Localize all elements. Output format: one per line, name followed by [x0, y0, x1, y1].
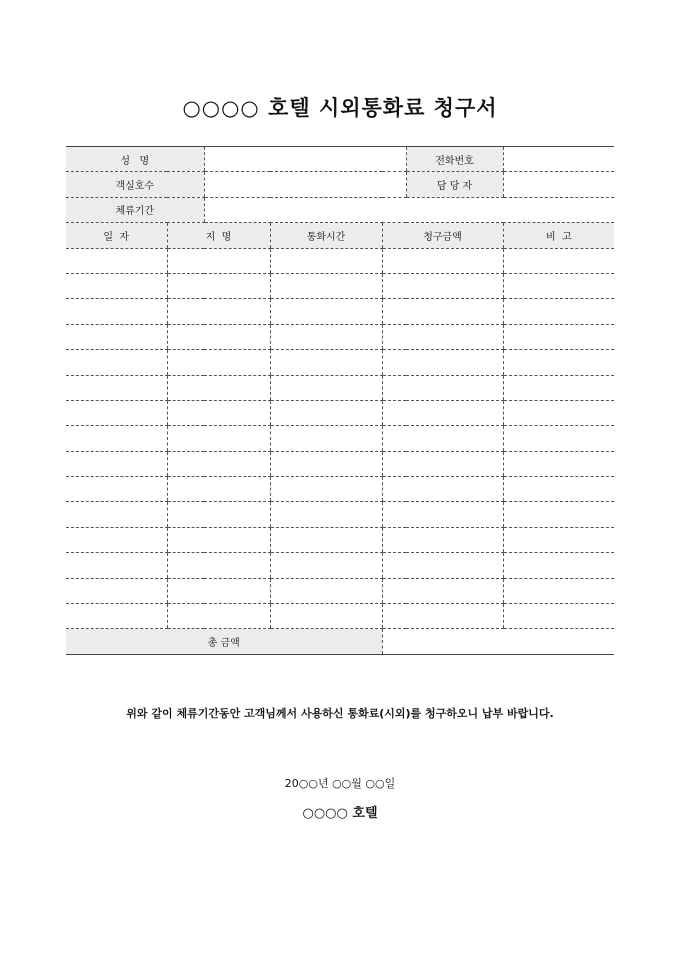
- cell-duration[interactable]: [270, 578, 382, 603]
- table-row: [66, 273, 614, 298]
- table-row: [66, 400, 614, 425]
- staff-value-field[interactable]: [503, 172, 614, 197]
- cell-note[interactable]: [503, 375, 614, 400]
- table-row: [66, 426, 614, 451]
- cell-date[interactable]: [66, 400, 167, 425]
- hotel-signature: ○○○○ 호텔: [302, 806, 378, 821]
- cell-amount[interactable]: [382, 477, 503, 502]
- cell-date[interactable]: [66, 578, 167, 603]
- cell-place[interactable]: [167, 527, 270, 552]
- cell-date[interactable]: [66, 502, 167, 527]
- cell-duration[interactable]: [270, 451, 382, 476]
- cell-duration[interactable]: [270, 273, 382, 298]
- cell-note[interactable]: [503, 273, 614, 298]
- phone-value-field[interactable]: [503, 147, 614, 172]
- table-row: [66, 527, 614, 552]
- cell-note[interactable]: [503, 324, 614, 349]
- cell-amount[interactable]: [382, 248, 503, 273]
- cell-duration[interactable]: [270, 426, 382, 451]
- cell-amount[interactable]: [382, 527, 503, 552]
- cell-date[interactable]: [66, 324, 167, 349]
- request-message: 위와 같이 체류기간동안 고객님께서 사용하신 통화료(시외)를 청구하오니 납부 바랍니다.: [126, 707, 554, 720]
- stay-value-field[interactable]: [204, 197, 614, 222]
- table-row: [66, 375, 614, 400]
- cell-place[interactable]: [167, 578, 270, 603]
- cell-amount[interactable]: [382, 578, 503, 603]
- cell-place[interactable]: [167, 400, 270, 425]
- staff-label: 담 당 자: [406, 172, 503, 197]
- cell-note[interactable]: [503, 248, 614, 273]
- cell-duration[interactable]: [270, 324, 382, 349]
- cell-place[interactable]: [167, 502, 270, 527]
- table-row: [66, 324, 614, 349]
- cell-place[interactable]: [167, 553, 270, 578]
- table-row: [66, 477, 614, 502]
- cell-place[interactable]: [167, 273, 270, 298]
- cell-date[interactable]: [66, 426, 167, 451]
- cell-duration[interactable]: [270, 604, 382, 629]
- col-date-header: 일 자: [66, 223, 167, 248]
- col-duration-header: 통화시간: [270, 223, 382, 248]
- cell-amount[interactable]: [382, 426, 503, 451]
- name-row: [66, 147, 614, 172]
- table-row: [66, 299, 614, 324]
- cell-duration[interactable]: [270, 477, 382, 502]
- cell-note[interactable]: [503, 350, 614, 375]
- cell-duration[interactable]: [270, 527, 382, 552]
- cell-date[interactable]: [66, 451, 167, 476]
- room-value-field[interactable]: [204, 172, 406, 197]
- cell-note[interactable]: [503, 553, 614, 578]
- cell-date[interactable]: [66, 604, 167, 629]
- stay-row: [66, 197, 614, 222]
- cell-note[interactable]: [503, 477, 614, 502]
- cell-amount[interactable]: [382, 400, 503, 425]
- total-label: 총 금액: [66, 629, 382, 654]
- cell-amount[interactable]: [382, 375, 503, 400]
- cell-place[interactable]: [167, 604, 270, 629]
- cell-date[interactable]: [66, 299, 167, 324]
- phone-label: 전화번호: [406, 147, 503, 172]
- table-row: [66, 578, 614, 603]
- cell-note[interactable]: [503, 604, 614, 629]
- cell-amount[interactable]: [382, 604, 503, 629]
- cell-note[interactable]: [503, 527, 614, 552]
- name-value-field[interactable]: [204, 147, 406, 172]
- cell-date[interactable]: [66, 477, 167, 502]
- cell-place[interactable]: [167, 426, 270, 451]
- cell-note[interactable]: [503, 451, 614, 476]
- cell-amount[interactable]: [382, 553, 503, 578]
- cell-note[interactable]: [503, 426, 614, 451]
- cell-amount[interactable]: [382, 350, 503, 375]
- cell-amount[interactable]: [382, 451, 503, 476]
- cell-note[interactable]: [503, 400, 614, 425]
- cell-date[interactable]: [66, 553, 167, 578]
- name-label: 성 명: [66, 147, 204, 172]
- cell-date[interactable]: [66, 248, 167, 273]
- table-row: [66, 451, 614, 476]
- cell-note[interactable]: [503, 502, 614, 527]
- table-row: [66, 553, 614, 578]
- cell-amount[interactable]: [382, 324, 503, 349]
- document-title: ○○○○ 호텔 시외통화료 청구서: [182, 96, 498, 120]
- total-value-field[interactable]: [382, 629, 614, 654]
- table-row: [66, 502, 614, 527]
- cell-duration[interactable]: [270, 350, 382, 375]
- cell-duration[interactable]: [270, 553, 382, 578]
- room-row: [66, 172, 614, 197]
- cell-date[interactable]: [66, 375, 167, 400]
- cell-place[interactable]: [167, 350, 270, 375]
- cell-duration[interactable]: [270, 400, 382, 425]
- table-row: [66, 350, 614, 375]
- cell-duration[interactable]: [270, 502, 382, 527]
- cell-place[interactable]: [167, 299, 270, 324]
- total-row: [66, 629, 614, 654]
- cell-note[interactable]: [503, 578, 614, 603]
- cell-amount[interactable]: [382, 299, 503, 324]
- cell-place[interactable]: [167, 451, 270, 476]
- column-header-row: [66, 223, 614, 248]
- cell-place[interactable]: [167, 375, 270, 400]
- cell-place[interactable]: [167, 477, 270, 502]
- cell-duration[interactable]: [270, 375, 382, 400]
- col-place-header: 지 명: [167, 223, 270, 248]
- invoice-form: [66, 146, 614, 655]
- col-note-header: 비 고: [503, 223, 614, 248]
- issue-date: 20○○년 ○○월 ○○일: [284, 777, 396, 790]
- cell-place[interactable]: [167, 248, 270, 273]
- cell-amount[interactable]: [382, 502, 503, 527]
- cell-date[interactable]: [66, 273, 167, 298]
- cell-duration[interactable]: [270, 248, 382, 273]
- cell-date[interactable]: [66, 350, 167, 375]
- table-row: [66, 248, 614, 273]
- cell-duration[interactable]: [270, 299, 382, 324]
- cell-amount[interactable]: [382, 273, 503, 298]
- cell-place[interactable]: [167, 324, 270, 349]
- cell-note[interactable]: [503, 299, 614, 324]
- table-row: [66, 604, 614, 629]
- col-amount-header: 청구금액: [382, 223, 503, 248]
- room-label: 객실호수: [66, 172, 204, 197]
- stay-label: 체류기간: [66, 197, 204, 222]
- cell-date[interactable]: [66, 527, 167, 552]
